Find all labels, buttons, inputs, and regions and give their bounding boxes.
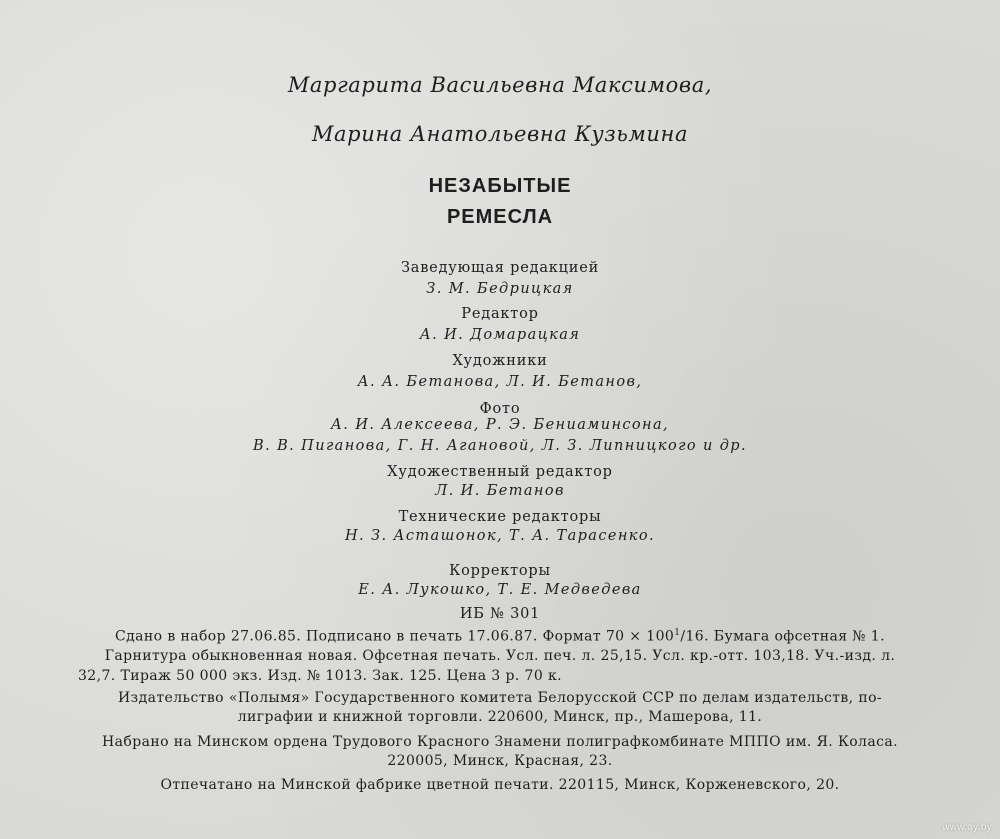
imprint-line-3: 32,7. Тираж 50 000 экз. Изд. № 1013. Зак. 125. Цена 3 р. 70 к. [78, 668, 562, 684]
credit-role-editor: Редактор [461, 306, 539, 322]
imprint-line-1-tail: /16. Бумага офсетная № 1. [680, 628, 885, 645]
imprint-line-1-sup: 1 [674, 628, 681, 638]
credit-name-art-editor: Л. И. Бетанов [435, 483, 565, 499]
book-title-line-2: РЕМЕСЛА [446, 206, 554, 228]
book-title-line-1: НЕЗАБЫТЫЕ [428, 175, 572, 197]
credit-name-proofreaders: Е. А. Лукошко, Т. Е. Медведева [358, 582, 642, 598]
author-1: Маргарита Васильевна Максимова, [287, 73, 713, 97]
credit-role-proofreaders: Корректоры [449, 563, 551, 579]
publisher-line-2: лиграфии и книжной торговли. 220600, Минск, пр., Машерова, 11. [237, 709, 763, 725]
author-2: Марина Анатольевна Кузьмина [311, 122, 689, 146]
credit-name-photo-1: А. И. Алексеева, Р. Э. Бениаминсона, [330, 417, 670, 433]
credit-name-artists: А. А. Бетанова, Л. И. Бетанов, [357, 374, 643, 390]
credit-name-editor: А. И. Домарацкая [419, 327, 581, 343]
typeset-line-2: 220005, Минск, Красная, 23. [387, 753, 613, 769]
credit-name-head-editor: З. М. Бедрицкая [426, 281, 574, 297]
credit-name-photo-2: В. В. Пиганова, Г. Н. Агановой, Л. З. Липницкого и др. [253, 438, 747, 454]
imprint-line-1 [0, 628, 1000, 645]
credit-role-artists: Художники [452, 353, 548, 369]
typeset-line-1: Набрано на Минском ордена Трудового Красного Знамени полиграфкомбинате МППО им. Я. Коласа. [102, 734, 898, 750]
printed-line: Отпечатано на Минской фабрике цветной печати. 220115, Минск, Корженевского, 20. [160, 777, 840, 793]
ib-number: ИБ № 301 [459, 606, 541, 622]
credit-role-tech-editors: Технические редакторы [398, 509, 602, 525]
credit-role-art-editor: Художественный редактор [387, 464, 613, 480]
imprint-line-2: Гарнитура обыкновенная новая. Офсетная печать. Усл. печ. л. 25,15. Усл. кр.-отт. 103,18. Уч.-изд. л. [104, 648, 896, 664]
credit-role-head-editor: Заведующая редакцией [400, 260, 600, 276]
credit-role-photo: Фото [479, 401, 521, 417]
publisher-line-1: Издательство «Полымя» Государственного комитета Белорусской ССР по делам издательств, по- [117, 690, 883, 706]
site-watermark: www.ay.by [942, 822, 992, 833]
imprint-line-1-main: Сдано в набор 27.06.85. Подписано в печать 17.06.87. Формат 70 × 100 [115, 628, 675, 645]
credit-name-tech-editors: Н. З. Асташонок, Т. А. Тарасенко. [344, 528, 656, 544]
